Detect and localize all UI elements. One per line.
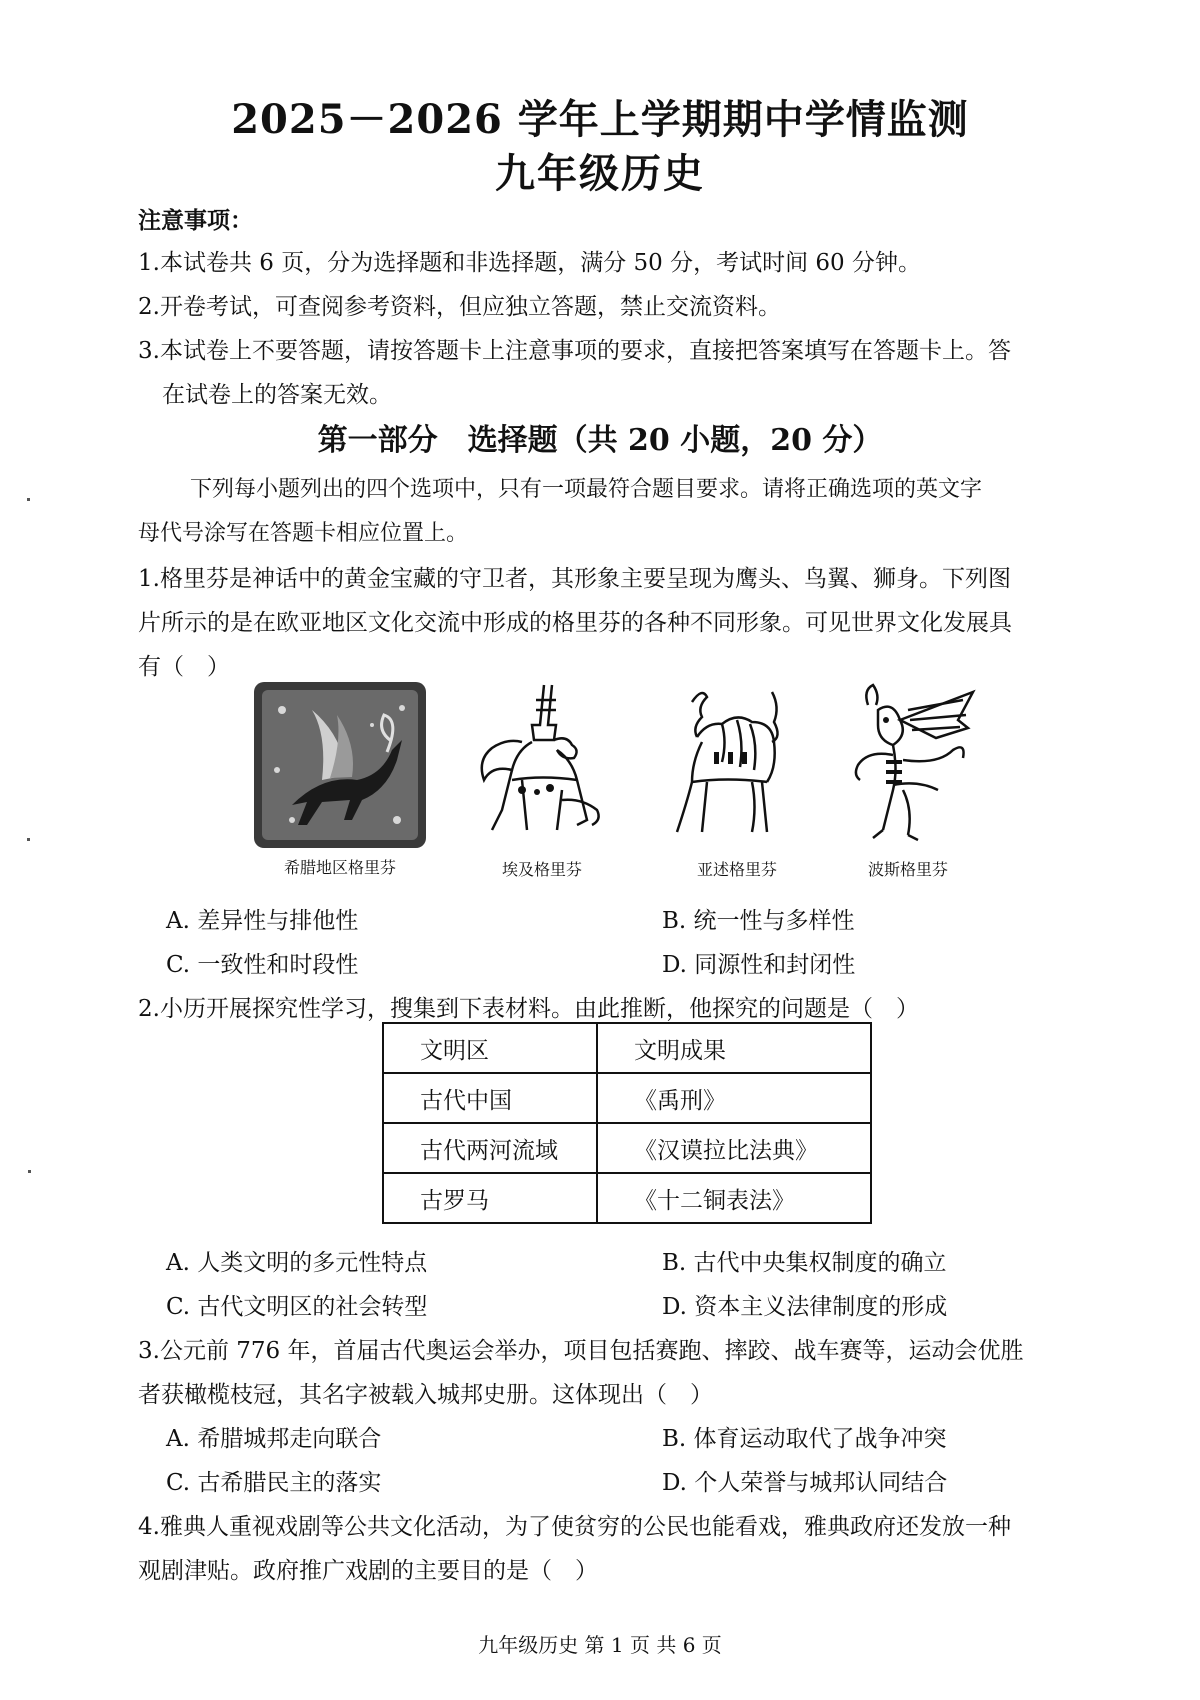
q1-option-d: D. 同源性和封闭性	[662, 952, 856, 978]
egyptian-griffin-image	[462, 680, 622, 845]
civilization-table	[382, 1022, 872, 1224]
q2-option-c: C. 古代文明区的社会转型	[166, 1294, 428, 1320]
section-heading: 第一部分 选择题（共 20 小题，20 分）	[317, 423, 883, 458]
q1-option-a: A. 差异性与排他性	[166, 908, 359, 934]
question-3-stem-cont: 者获橄榄枝冠，其名字被载入城邦史册。这体现出（ ）	[138, 1382, 713, 1408]
table-header-row	[383, 1023, 871, 1073]
table-row	[383, 1073, 871, 1123]
q2-option-a: A. 人类文明的多元性特点	[166, 1250, 428, 1276]
table-cell: 古代中国	[383, 1073, 597, 1123]
page-footer: 九年级历史 第 1 页 共 6 页	[478, 1633, 722, 1657]
question-1-stem-cont: 有（ ）	[138, 654, 230, 680]
question-4-stem: 4.雅典人重视戏剧等公共文化活动，为了使贫穷的公民也能看戏，雅典政府还发放一种	[138, 1514, 1011, 1540]
table-row	[383, 1123, 871, 1173]
caption-persian-griffin: 波斯格里芬	[867, 860, 948, 879]
q2-option-b: B. 古代中央集权制度的确立	[662, 1250, 947, 1276]
notice-item-3: 3.本试卷上不要答题，请按答题卡上注意事项的要求，直接把答案填写在答题卡上。答	[138, 338, 1011, 364]
table-header-cell: 文明成果	[597, 1023, 871, 1073]
scan-speck	[27, 838, 30, 841]
table-cell: 《汉谟拉比法典》	[597, 1123, 871, 1173]
q3-option-d: D. 个人荣誉与城邦认同结合	[662, 1470, 948, 1496]
table-row	[383, 1173, 871, 1223]
section-instructions-cont: 母代号涂写在答题卡相应位置上。	[138, 521, 469, 546]
scan-speck	[27, 498, 30, 501]
caption-egyptian-griffin: 埃及格里芬	[501, 860, 582, 879]
notice-item-3-cont: 在试卷上的答案无效。	[162, 382, 392, 408]
section-instructions: 下列每小题列出的四个选项中，只有一项最符合题目要求。请将正确选项的英文字	[190, 477, 983, 502]
greek-griffin-image	[252, 680, 428, 850]
caption-assyrian-griffin: 亚述格里芬	[696, 860, 777, 879]
exam-title: 2025－2026 学年上学期期中学情监测	[231, 96, 969, 143]
notice-heading: 注意事项：	[138, 207, 253, 234]
caption-greek-griffin: 希腊地区格里芬	[283, 858, 396, 877]
q1-option-b: B. 统一性与多样性	[662, 908, 855, 934]
q3-option-c: C. 古希腊民主的落实	[166, 1470, 382, 1496]
q3-option-a: A. 希腊城邦走向联合	[166, 1426, 382, 1452]
assyrian-griffin-image	[662, 682, 812, 847]
q2-option-d: D. 资本主义法律制度的形成	[662, 1294, 948, 1320]
notice-item-1: 1.本试卷共 6 页，分为选择题和非选择题，满分 50 分，考试时间 60 分钟。	[138, 250, 921, 276]
table-header-cell: 文明区	[383, 1023, 597, 1073]
table-cell: 古罗马	[383, 1173, 597, 1223]
scan-speck	[28, 1170, 31, 1173]
persian-griffin-image	[838, 680, 978, 848]
table-cell: 《禹刑》	[597, 1073, 871, 1123]
table-cell: 《十二铜表法》	[597, 1173, 871, 1223]
exam-subject: 九年级历史	[495, 150, 705, 197]
table-cell: 古代两河流域	[383, 1123, 597, 1173]
q3-option-b: B. 体育运动取代了战争冲突	[662, 1426, 947, 1452]
notice-item-2: 2.开卷考试，可查阅参考资料，但应独立答题，禁止交流资料。	[138, 294, 781, 320]
question-3-stem: 3.公元前 776 年，首届古代奥运会举办，项目包括赛跑、摔跤、战车赛等，运动会优胜	[138, 1338, 1024, 1364]
question-1-stem: 1.格里芬是神话中的黄金宝藏的守卫者，其形象主要呈现为鹰头、鸟翼、狮身。下列图	[138, 566, 1011, 592]
question-2-stem: 2.小历开展探究性学习，搜集到下表材料。由此推断，他探究的问题是（ ）	[138, 996, 919, 1022]
question-1-stem-cont: 片所示的是在欧亚地区文化交流中形成的格里芬的各种不同形象。可见世界文化发展具	[138, 610, 1012, 636]
q1-option-c: C. 一致性和时段性	[166, 952, 359, 978]
question-4-stem-cont: 观剧津贴。政府推广戏剧的主要目的是（ ）	[138, 1558, 598, 1584]
